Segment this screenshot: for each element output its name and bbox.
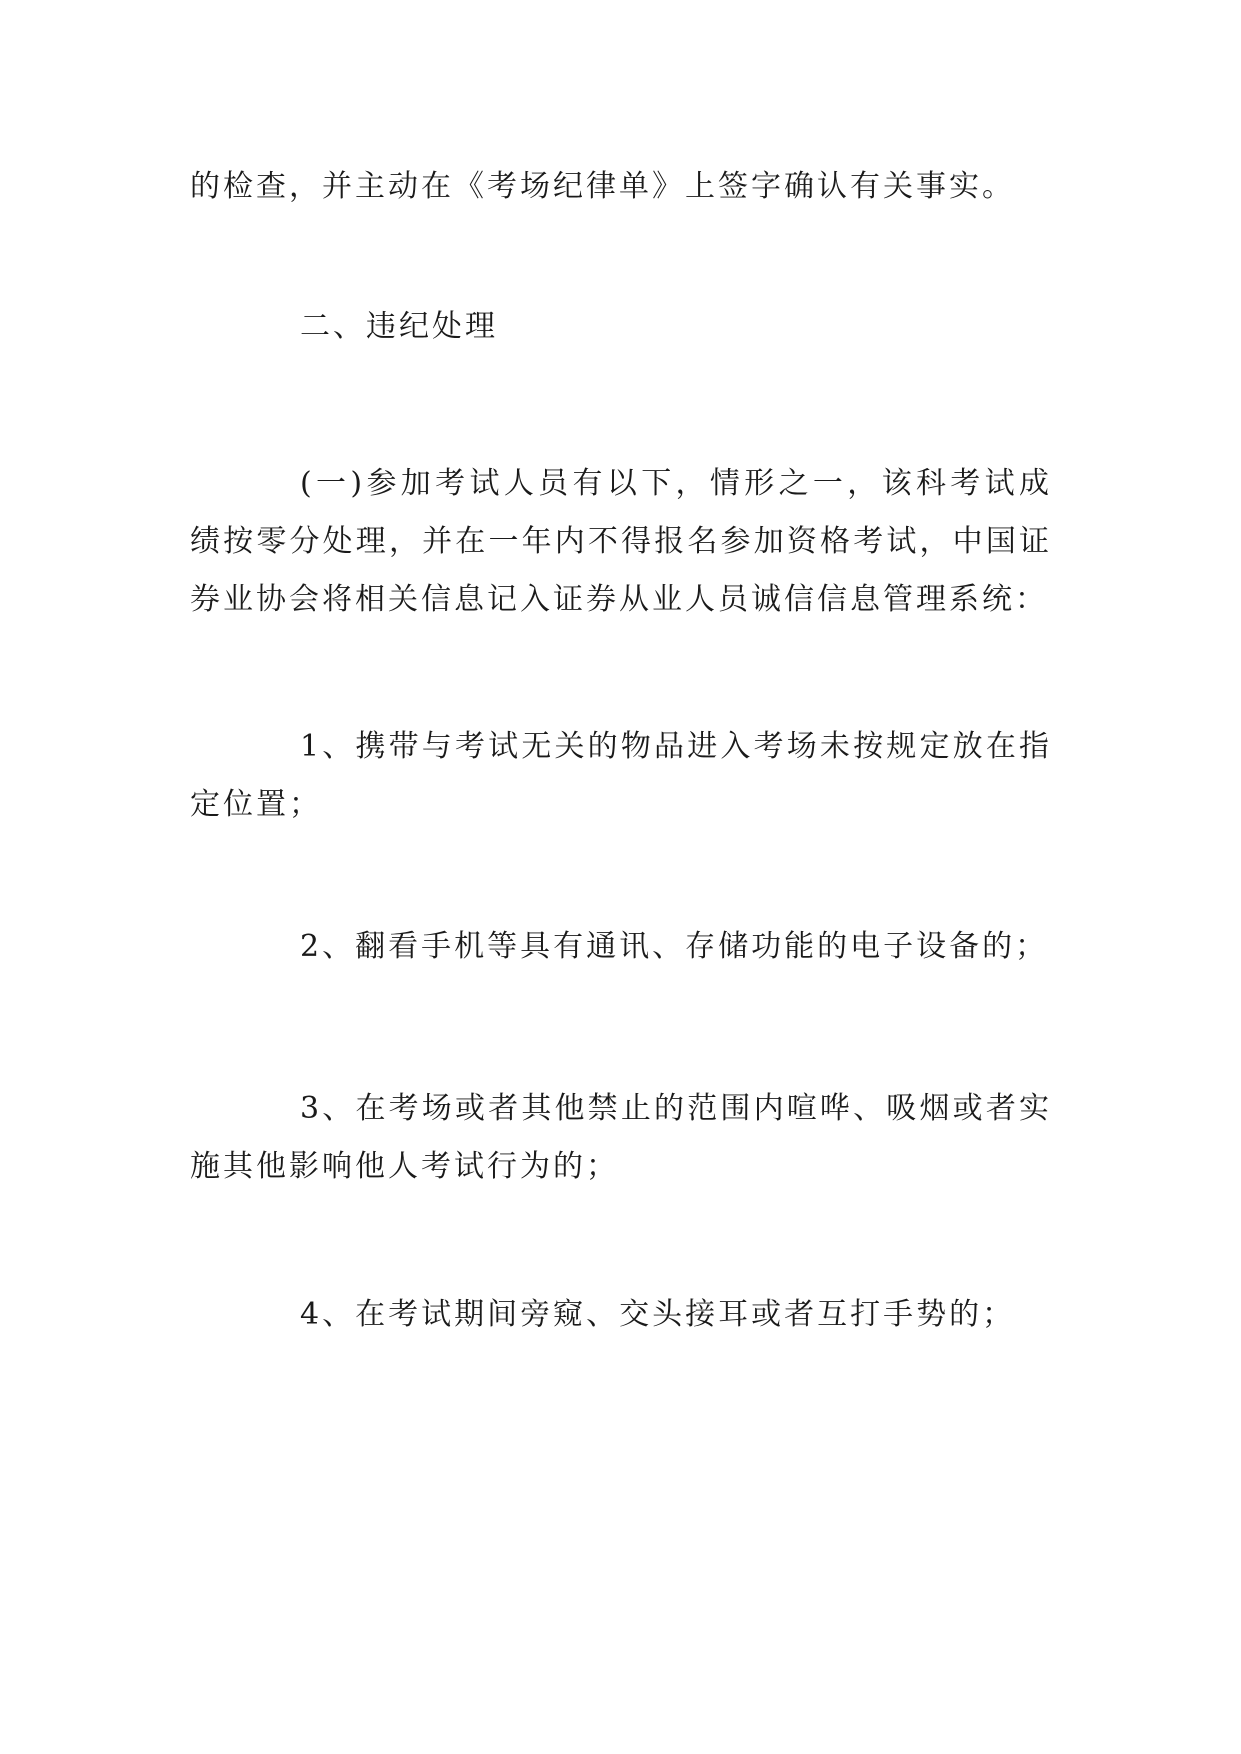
paragraph-rule-one: (一)参加考试人员有以下，情形之一，该科考试成绩按零分处理，并在一年内不得报名参加资格考试，中国证券业协会将相关信息记入证券从业人员诚信信息管理系统： [190,466,1052,617]
list-item-2: 2、翻看手机等具有通讯、存储功能的电子设备的； [300,929,1049,964]
list-item-4: 4、在考试期间旁窥、交头接耳或者互打手势的； [300,1297,1016,1332]
list-item-1: 1、携带与考试无关的物品进入考场未按规定放在指定位置； [190,729,1052,822]
list-item-3: 3、在考场或者其他禁止的范围内喧哗、吸烟或者实施其他影响他人考试行为的； [190,1091,1052,1184]
section-heading-violation-handling: 二、违纪处理 [300,309,498,344]
paragraph-continuation: 的检查，并主动在《考场纪律单》上签字确认有关事实。 [190,169,1015,204]
